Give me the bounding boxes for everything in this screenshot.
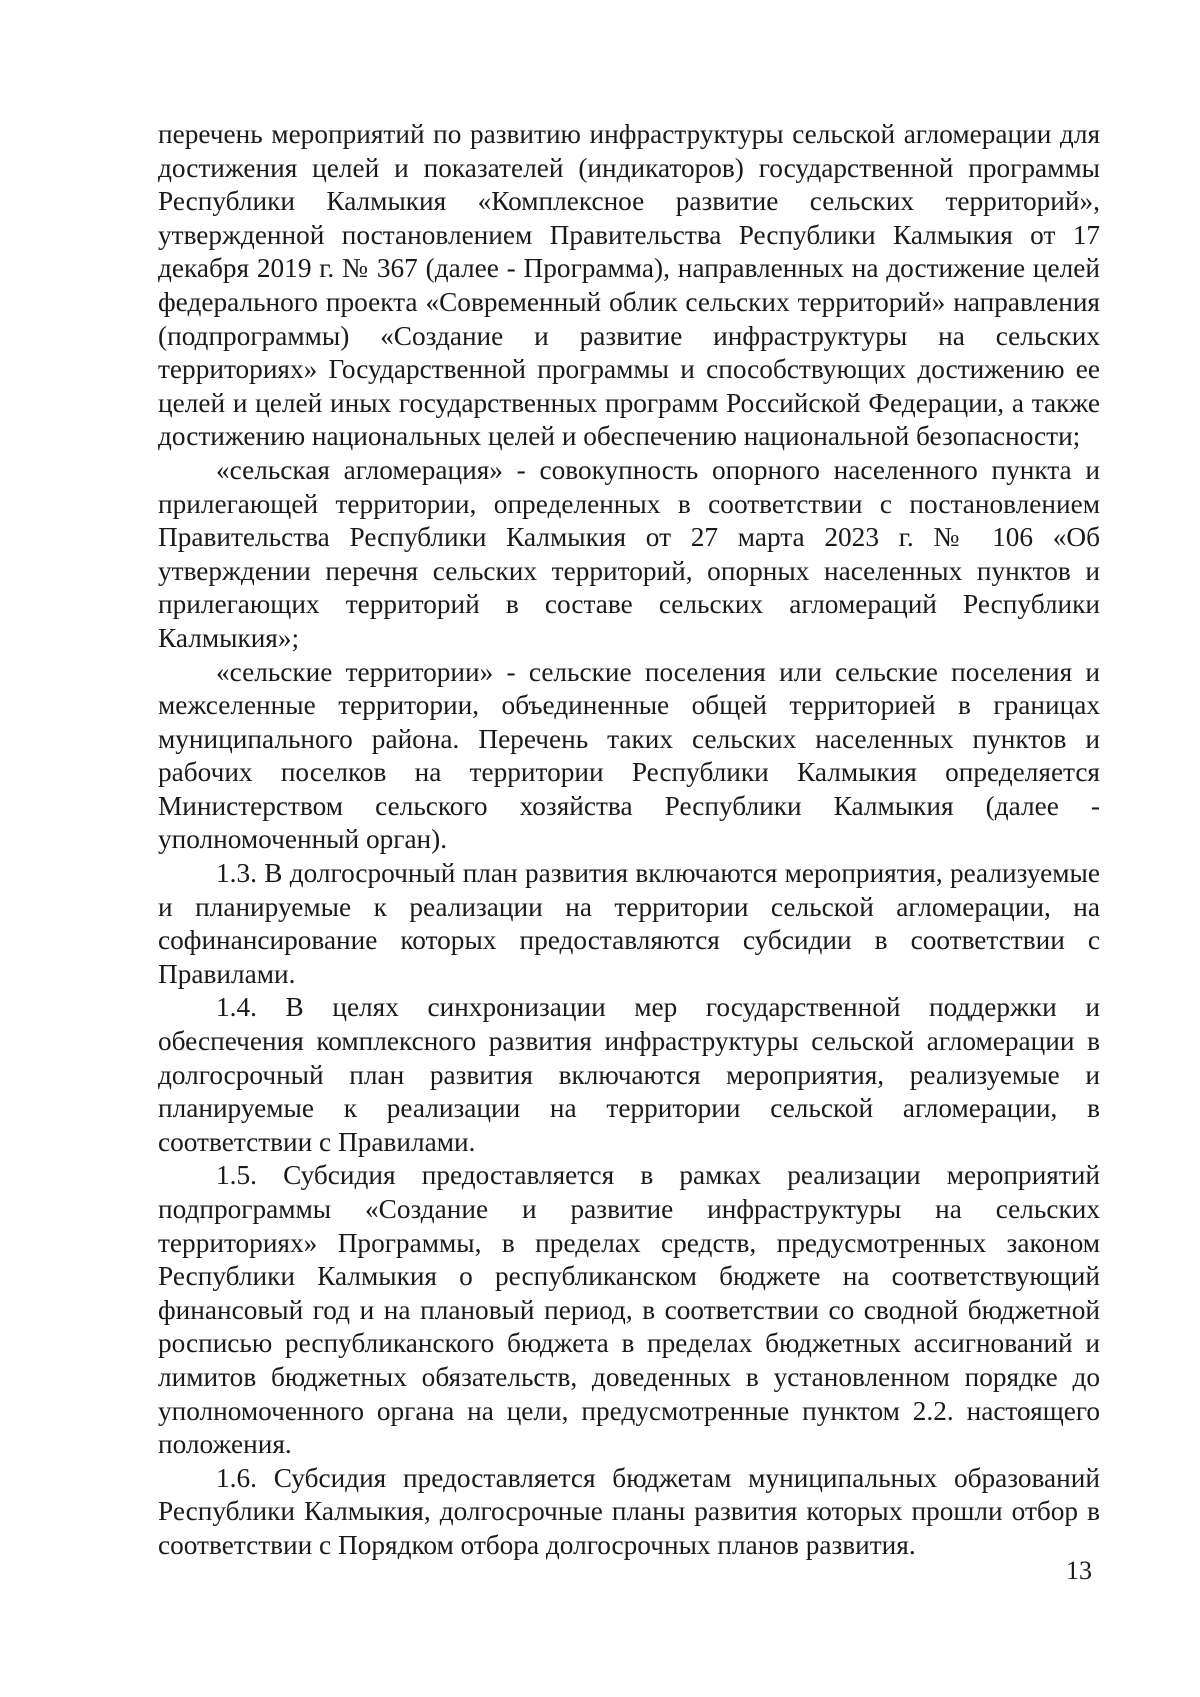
paragraph-clause-1-4: 1.4. В целях синхронизации мер государственной поддержки и обеспечения комплексного развития инфраструктуры сельской агломерации в долгосрочный план развития включаются мероприятия, реализуемые и планируемые к реализации на территории сельской агломерации, в соответствии с Правилами. [158, 992, 1100, 1157]
paragraph-rural-territories-definition: «сельские территории» - сельские поселения или сельские поселения и межселенные территории, объединенные общей территорией в границах муниципального района. Перечень таких сельских населенных пунктов и рабочих поселков на территории Республики Калмыкия определяется Министерством сельского хозяйства Республики Калмыкия (далее - уполномоченный орган). [158, 656, 1100, 855]
paragraph-clause-1-3: 1.3. В долгосрочный план развития включаются мероприятия, реализуемые и планируемые к реализации на территории сельской агломерации, на софинансирование которых предоставляются субсидии в соответствии с Правилами. [158, 858, 1100, 989]
paragraph-clause-1-5: 1.5. Субсидия предоставляется в рамках реализации мероприятий подпрограммы «Создание и развитие инфраструктуры на сельских территориях» Программы, в пределах средств, предусмотренных законом Республики Калмыкия о республиканском бюджете на соответствующий финансовый год и на плановый период, в соответствии со сводной бюджетной росписью республиканского бюджета в пределах бюджетных ассигнований и лимитов бюджетных обязательств, доведенных в установленном порядке до уполномоченного органа на цели, предусмотренные пунктом 2.2. настоящего положения. [158, 1160, 1100, 1460]
page-number: 13 [1066, 1556, 1092, 1585]
paragraph-rural-agglomeration-definition: «сельская агломерация» - совокупность опорного населенного пункта и прилегающей территории, определенных в соответствии с постановлением Правительства Республики Калмыкия от 27 марта 2023 г. № 106 «Об утверждении перечня сельских территорий, опорных населенных пунктов и прилегающих территорий в составе сельских агломераций Республики Калмыкия»; [158, 454, 1100, 653]
paragraph-rural-infrastructure-measures: перечень мероприятий по развитию инфраструктуры сельской агломерации для достижения целей и показателей (индикаторов) государственной программы Республики Калмыкия «Комплексное развитие сельских территорий», утвержденной постановлением Правительства Республики Калмыкия от 17 декабря 2019 г. № 367 (далее - Программа), направленных на достижение целей федерального проекта «Современный облик сельских территорий» направления (подпрограммы) «Создание и развитие инфраструктуры на сельских территориях» Государственной программы и способствующих достижению ее целей и целей иных государственных программ Российской Федерации, а также достижению национальных целей и обеспечению национальной безопасности; [158, 119, 1100, 452]
paragraph-clause-1-6: 1.6. Субсидия предоставляется бюджетам муниципальных образований Республики Калмыкия, долгосрочные планы развития которых прошли отбор в соответствии с Порядком отбора долгосрочных планов развития. [158, 1462, 1100, 1560]
document-page [158, 118, 1100, 1563]
